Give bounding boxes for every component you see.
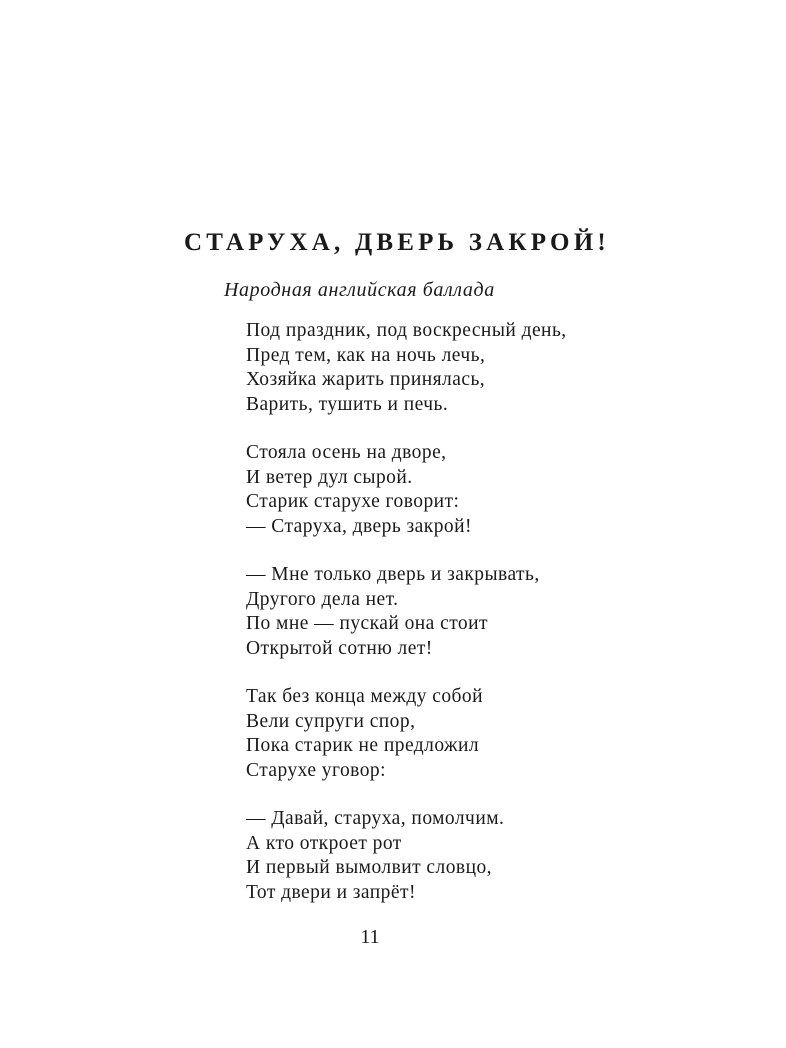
page-number: 11: [360, 926, 380, 948]
poem-subtitle: Народная английская баллада: [224, 279, 495, 301]
poem-body: [246, 319, 666, 929]
poem-line: И первый вымолвит словцо,: [246, 857, 492, 878]
poem-line: — Старуха, дверь закрой!: [246, 515, 472, 537]
stanza-5: [246, 807, 666, 905]
poem-title: СТАРУХА, ДВЕРЬ ЗАКРОЙ!: [184, 229, 610, 256]
stanza-2: [246, 441, 666, 539]
stanza-1: [246, 319, 666, 417]
poem-line: Тот двери и запрёт!: [246, 881, 416, 903]
poem-line: Другого дела нет.: [246, 588, 399, 610]
poem-line: — Мне только дверь и закрывать,: [246, 564, 540, 585]
poem-line: — Давай, старуха, помолчим.: [246, 808, 505, 829]
poem-line: Варить, тушить и печь.: [246, 393, 449, 415]
poem-line: Пред тем, как на ночь лечь,: [246, 344, 486, 366]
stanza-3: [246, 563, 666, 661]
poem-line: Пока старик не предложил: [246, 735, 480, 756]
poem-line: Открытой сотню лет!: [246, 637, 433, 659]
poem-line: И ветер дул сырой.: [246, 466, 413, 488]
poem-line: Под праздник, под воскресный день,: [246, 320, 567, 341]
poem-line: Так без конца между собой: [246, 686, 483, 707]
poem-line: Вели супруги спор,: [246, 710, 416, 732]
poem-line: Стояла осень на дворе,: [246, 442, 447, 463]
poem-line: По мне — пускай она стоит: [246, 613, 488, 634]
poem-line: Хозяйка жарить принялась,: [246, 369, 486, 390]
poem-line: А кто откроет рот: [246, 832, 402, 854]
poem-line: Старухе уговор:: [246, 759, 386, 781]
poem-line: Старик старухе говорит:: [246, 491, 460, 512]
stanza-4: [246, 685, 666, 783]
